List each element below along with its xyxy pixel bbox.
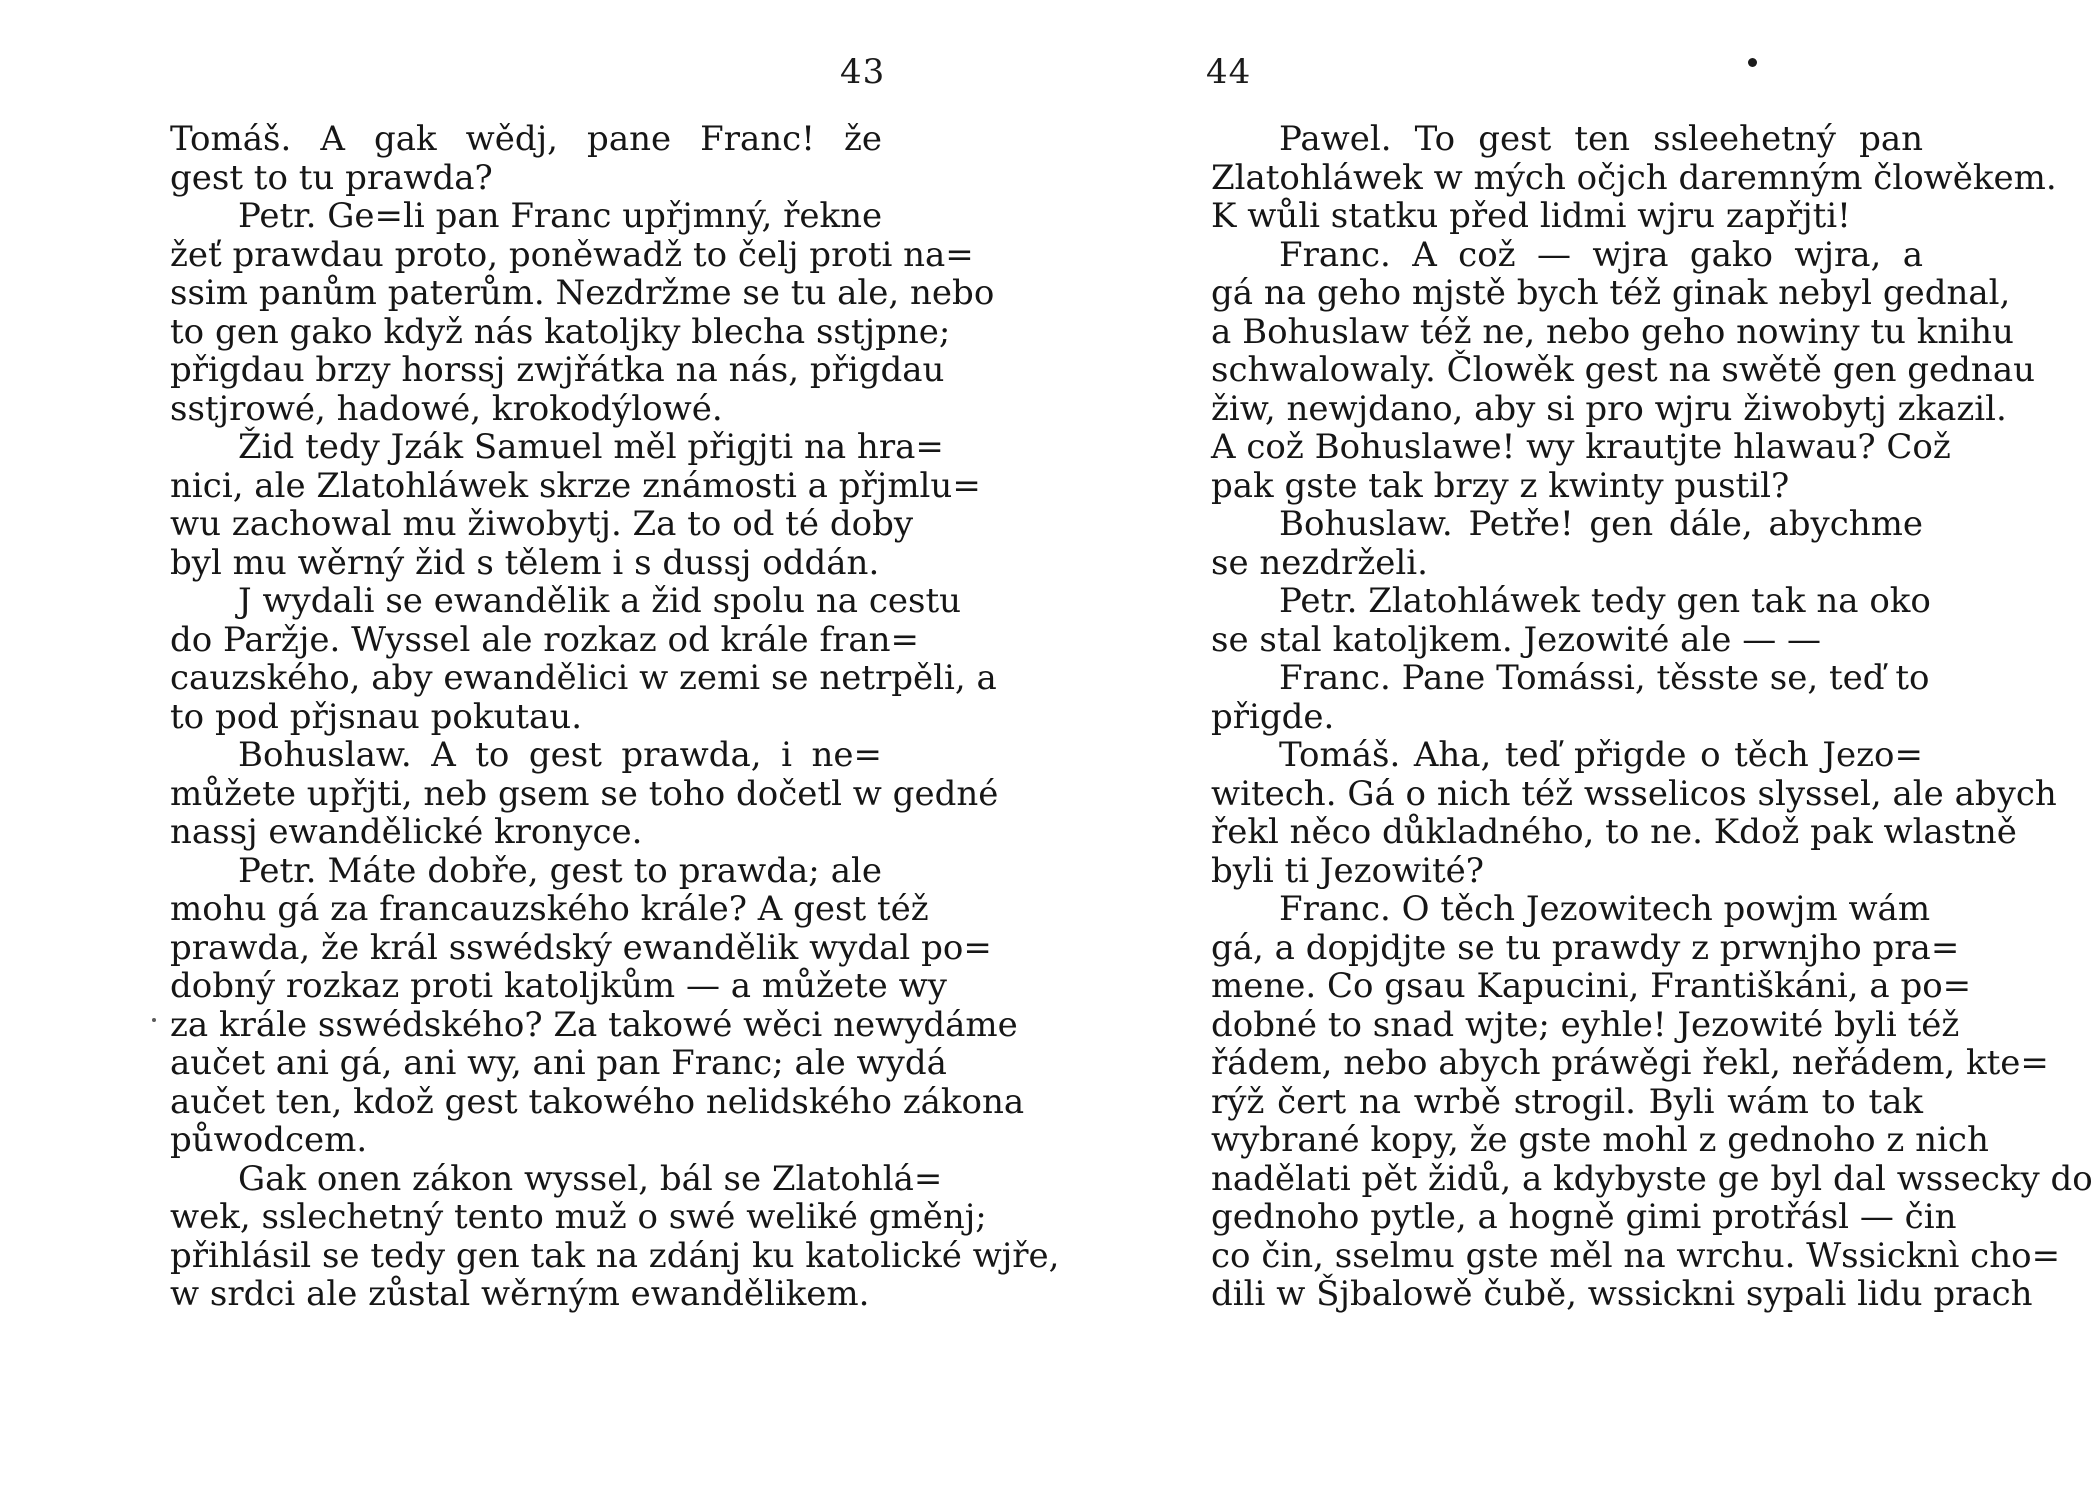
text-line-content: gá, a dopjdjte se tu prawdy z prwnjho pra= — [1211, 927, 1960, 968]
text-line — [170, 544, 882, 583]
text-line-content: přigdau brzy horssj zwjřátka na nás, přigdau — [170, 350, 945, 390]
text-line — [170, 966, 947, 1006]
text-line — [170, 234, 974, 275]
text-line — [170, 197, 882, 236]
text-line — [170, 619, 919, 660]
text-line — [1211, 1004, 1960, 1045]
text-line-content: se nezdrželi. — [1211, 542, 1428, 583]
text-line-content: schwalowaly. Člowěk gest na swětě gen gednau — [1211, 350, 2036, 390]
text-line — [170, 465, 981, 506]
text-line — [1211, 1274, 2033, 1314]
text-line — [170, 311, 951, 352]
text-line — [1211, 773, 2057, 814]
text-line — [170, 736, 882, 775]
text-line-content: wybrané kopy, že gste mohl z gednoho z nich — [1211, 1120, 1989, 1160]
text-line-content: byli ti Jezowité? — [1211, 850, 1484, 891]
text-line — [170, 1004, 1018, 1045]
text-line-content: a Bohuslaw též ne, nebo geho nowiny tu knihu — [1211, 311, 2014, 352]
text-line-content: pak gste tak brzy z kwinty pustil? — [1211, 465, 1790, 506]
text-line-content: Tomáš. Aha, teď přigde o těch Jezo= — [1279, 735, 1923, 775]
text-line-content: do Paržje. Wyssel ale rozkaz od krále fran= — [170, 619, 919, 660]
text-line — [170, 1275, 882, 1314]
text-line — [170, 852, 882, 891]
text-line-content: Pawel. To gest ten ssleehetný pan — [1279, 119, 1923, 159]
text-line — [1211, 388, 2007, 429]
text-line — [1211, 544, 1923, 583]
text-line — [1211, 852, 1923, 891]
text-line-content: prawda, že král sswédský ewandělik wydal po= — [170, 927, 992, 968]
text-line — [1211, 311, 2014, 352]
text-line — [1211, 889, 1931, 929]
text-line — [170, 1235, 1060, 1276]
text-line-content: žiw, newjdano, aby si pro wjru žiwobytj zkazil. — [1211, 388, 2007, 429]
text-line-content: dobné to snad wjte; eyhle! Jezowité byli též — [1211, 1004, 1960, 1045]
page-number-left: 43 — [840, 52, 886, 92]
text-line-content: gá na geho mjstě bych též ginak nebyl gednal, — [1211, 273, 2011, 313]
text-line — [170, 273, 995, 313]
text-line-content: wek, sslechetný tento muž o swé weliké gměnj; — [170, 1197, 987, 1237]
text-line-content: gednoho pytle, a hogně gimi protřásl — čin — [1211, 1197, 1957, 1237]
text-line — [1211, 1083, 1923, 1122]
text-line-content: to pod přjsnau pokutau. — [170, 696, 583, 737]
text-line — [1211, 736, 1923, 775]
text-line-content: řádem, nebo abych práwěgi řekl, neřádem, kte= — [1211, 1043, 2049, 1083]
text-line-content: Franc. Pane Tomássi, těsste se, teď to — [1279, 658, 1930, 698]
text-line-content: co čin, sselmu gste měl na wrchu. Wssicknì cho= — [1211, 1235, 2061, 1276]
text-line-content: Petr. Ge=li pan Franc upřjmný, řekne — [238, 196, 883, 236]
text-line-content: půwodcem. — [170, 1120, 368, 1160]
text-line — [170, 889, 929, 929]
text-line — [1211, 120, 1923, 159]
text-line — [1211, 1043, 2049, 1083]
text-line-content: A což Bohuslawe! wy krautjte hlawau? Což — [1211, 427, 1951, 467]
text-line-content: nadělati pět židů, a kdybyste ge byl dal wssecky do — [1211, 1158, 2093, 1199]
text-line — [1211, 197, 1923, 236]
text-line — [1211, 581, 1931, 621]
text-line — [1211, 812, 2017, 852]
text-line — [1211, 467, 1923, 506]
text-line-content: Žid tedy Jzák Samuel měl přigjti na hra= — [238, 427, 944, 467]
text-line-content: Bohuslaw. Petře! gen dále, abychme — [1279, 504, 1923, 544]
text-line — [170, 1121, 882, 1160]
text-line — [1211, 427, 1951, 467]
text-line — [1211, 236, 1923, 275]
text-line-content: Franc. O těch Jezowitech powjm wám — [1279, 889, 1931, 929]
text-line-content: dili w Šjbalowě čubě, wssickni sypali lidu prach — [1211, 1274, 2033, 1314]
text-line — [170, 698, 882, 737]
left-page-text — [170, 119, 1060, 1314]
text-line-content: Petr. Zlatohláwek tedy gen tak na oko — [1279, 581, 1931, 621]
text-line-content: witech. Gá o nich též wsselicos slyssel, ale abych — [1211, 773, 2057, 814]
text-line — [170, 1197, 987, 1237]
text-line — [1211, 273, 2011, 313]
text-line-content: w srdci ale zůstal wěrným ewandělikem. — [170, 1274, 870, 1314]
text-line-content: cauzského, aby ewandělici w zemi se netrpěli, a — [170, 658, 997, 698]
text-line — [1211, 1235, 2061, 1276]
text-line-content: přihlásil se tedy gen tak na zdánj ku katolické wjře, — [170, 1235, 1060, 1276]
text-line — [1211, 1197, 1957, 1237]
text-line-content: dobný rozkaz proti katoljkům — a můžete wy — [170, 966, 947, 1006]
text-line — [1211, 157, 2057, 198]
text-line — [170, 120, 882, 159]
text-line-content: nassj ewandělické kronyce. — [170, 812, 643, 852]
text-line — [1211, 621, 1923, 660]
text-line-content: mene. Co gsau Kapucini, Františkáni, a po= — [1211, 966, 1972, 1006]
text-line-content: wu zachowal mu žiwobytj. Za to od té doby — [170, 504, 914, 544]
text-line — [1211, 1158, 2093, 1199]
text-line — [1211, 966, 1972, 1006]
text-line-content: Gak onen zákon wyssel, bál se Zlatohlá= — [238, 1158, 943, 1199]
ink-dot — [1748, 58, 1757, 67]
text-line — [170, 504, 914, 544]
text-line — [170, 813, 882, 852]
text-line — [170, 581, 961, 621]
text-line — [170, 1081, 1025, 1122]
text-line-content: sstjrowé, hadowé, krokodýlowé. — [170, 388, 723, 429]
text-line-content: se stal katoljkem. Jezowité ale — — — [1211, 619, 1822, 660]
text-line — [1211, 350, 2036, 390]
text-line-content: řekl něco důkladného, to ne. Kdož pak wlastně — [1211, 812, 2017, 852]
right-page — [1043, 0, 2093, 1500]
text-line-content: Tomáš. A gak wědj, pane Franc! že — [170, 119, 882, 159]
text-line-content: aučet ten, kdož gest takowého nelidského zákona — [170, 1081, 1025, 1122]
text-line-content: přigde. — [1211, 696, 1335, 737]
text-line-content: J wydali se ewandělik a žid spolu na cestu — [238, 581, 961, 621]
text-line — [1211, 658, 1930, 698]
text-line-content: Petr. Máte dobře, gest to prawda; ale — [238, 850, 882, 891]
text-line — [170, 658, 997, 698]
ink-speck — [152, 1018, 156, 1022]
text-line — [170, 427, 944, 467]
text-line-content: nici, ale Zlatohláwek skrze známosti a přjmlu= — [170, 465, 981, 506]
text-line — [170, 159, 882, 198]
text-line-content: za krále sswédského? Za takowé wěci newydáme — [170, 1004, 1018, 1045]
text-line-content: aučet ani gá, ani wy, ani pan Franc; ale wydá — [170, 1043, 947, 1083]
text-line-content: Franc. A což — wjra gako wjra, a — [1279, 234, 1923, 275]
text-line — [170, 1158, 943, 1199]
text-line-content: Zlatohláwek w mých očjch daremným člowěkem. — [1211, 157, 2057, 198]
text-line — [170, 390, 882, 429]
text-line-content: rýž čert na wrbě strogil. Byli wám to tak — [1211, 1081, 1923, 1122]
text-line-content: Bohuslaw. A to gest prawda, i ne= — [238, 735, 882, 775]
text-line-content: můžete upřjti, neb gsem se toho dočetl w gedné — [170, 773, 999, 814]
page-number-right: 44 — [1206, 52, 1252, 92]
text-line — [1211, 927, 1960, 968]
text-line — [170, 350, 945, 390]
text-line-content: gest to tu prawda? — [170, 157, 493, 198]
text-line-content: žeť prawdau proto, poněwadž to čelj proti na= — [170, 234, 974, 275]
text-line — [170, 1043, 947, 1083]
text-line-content: K wůli statku před lidmi wjru zapřjti! — [1211, 196, 1851, 236]
text-line — [170, 927, 992, 968]
text-line-content: to gen gako když nás katoljky blecha sstjpne; — [170, 311, 951, 352]
text-line — [1211, 698, 1923, 737]
text-line — [1211, 1120, 1989, 1160]
text-line-content: mohu gá za francauzského krále? A gest též — [170, 889, 929, 929]
right-page-text — [1211, 119, 2093, 1314]
text-line — [1211, 505, 1923, 544]
text-line — [170, 773, 999, 814]
text-line-content: ssim panům paterům. Nezdržme se tu ale, nebo — [170, 273, 995, 313]
text-line-content: byl mu wěrný žid s tělem i s dussj oddán. — [170, 542, 880, 583]
